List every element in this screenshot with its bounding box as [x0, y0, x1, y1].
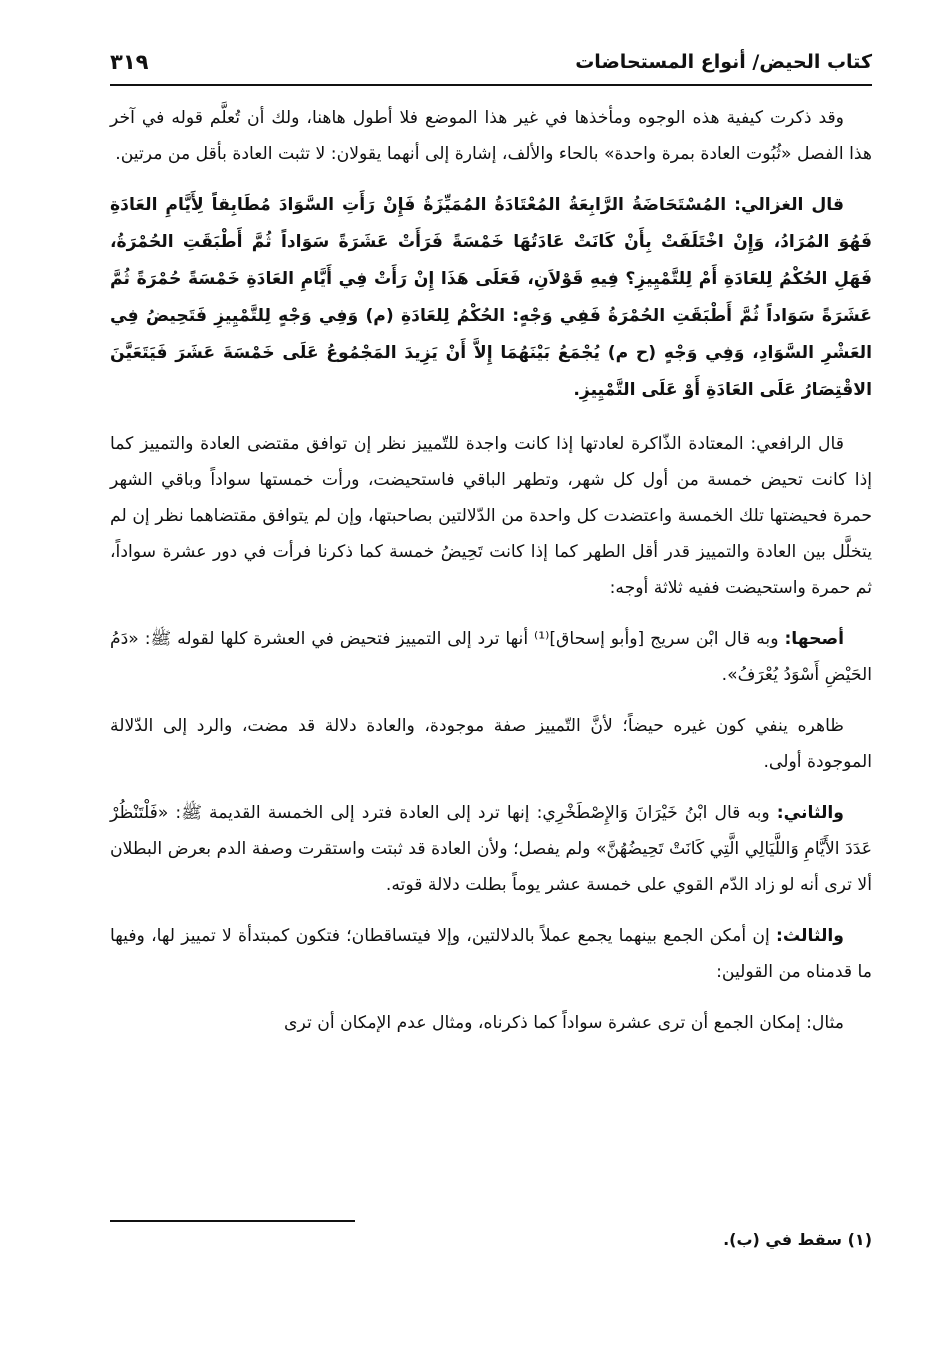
paragraph-explanation [110, 708, 872, 780]
paragraph-text: إن أمكن الجمع بينهما يجمع عملاً بالدلالتين، وإلا فيتساقطان؛ فتكون كمبتدأة لا تمييز لها، وفيها ما قدمناه من القولين: [110, 926, 872, 982]
paragraph-text: وبه قال ابْنُ خَيْرَانَ وَالإِصْطَخْرِي: إنها ترد إلى العادة فترد إلى الخمسة القديمة ﷺ: «فَلْتَنْظُرْ عَدَدَ الأَيَّامِ وَاللَّيَالِي الَّتِي كَانَتْ تَحِيضُهُنَّ» ولم يفصل؛ ولأن العادة قد ثبتت واستقرت وصفة الدم بعرض البطلان ألا ترى أنه لو زاد الدّم القوي على خمسة عشر يوماً بطلت دلالة قوته. [110, 803, 872, 895]
page-body [110, 100, 872, 1056]
running-title: كتاب الحيض/ أنواع المستحاضات [575, 51, 872, 73]
paragraph-lead: أصحها: [784, 629, 844, 649]
book-page [110, 0, 872, 1363]
paragraph-text: مثال: إمكان الجمع أن ترى عشرة سواداً كما ذكرناه، ومثال عدم الإمكان أن ترى [284, 1013, 844, 1033]
paragraph-text: وبه قال ابْن سريج [وأبو إسحاق]⁽¹⁾ أنها ترد إلى التمييز فتحيض في العشرة كلها لقوله ﷺ: «دَمُ الحَيْضِ أَسْوَدُ يُعْرَفُ». [110, 629, 872, 685]
footnote-divider [110, 1220, 355, 1222]
paragraph-ghazali-matn [110, 187, 872, 409]
paragraph-text: قال الرافعي: المعتادة الذّاكرة لعادتها إذا كانت واجدة للتّمييز نظر إن توافق مقتضى العادة والتمييز كما إذا كانت تحيض خمسة من أول كل شهر، وتطهر الباقي فاستحيضت، ورأت خمستها سواداً وباقي الشهر حمرة فحيضتها تلك الخمسة واعتضدت كل واحدة من الدّلالتين بصاحبتها، وإن لم يتوافق مقتضاهما نظر إن لم يتخلَّل بين العادة والتمييز قدر أقل الطهر كما إذا كانت تَحِيضُ خمسة كما ذكرنا فرأت في دور عشرة سواداً، ثم حمرة واستحيضت ففيه ثلاثة أوجه: [110, 434, 872, 598]
paragraph-rafii [110, 426, 872, 606]
paragraph-lead: والثالث: [775, 926, 844, 946]
page-header [110, 40, 872, 86]
paragraph-intro [110, 100, 872, 172]
paragraph-third-view [110, 918, 872, 990]
paragraph-second-view [110, 795, 872, 903]
paragraph-text: وقد ذكرت كيفية هذه الوجوه ومأخذها في غير هذا الموضع فلا أطول هاهنا، ولك أن تُعلَّم قوله في آخر هذا الفصل «ثُبُوت العادة بمرة واحدة» بالحاء والألف، إشارة إلى أنهما يقولان: لا تثبت العادة بأقل من مرتين. [110, 108, 872, 164]
paragraph-text: ظاهره ينفي كون غيره حيضاً؛ لأنَّ التّمييز صفة موجودة، والعادة دلالة قد مضت، والرد إلى الدّلالة الموجودة أولى. [110, 716, 872, 772]
paragraph-example [110, 1005, 872, 1041]
paragraph-first-view [110, 621, 872, 693]
page-number: ٣١٩ [110, 50, 149, 74]
paragraph-lead: والثاني: [776, 803, 844, 823]
footnote: (١) سقط في (ب). [723, 1230, 872, 1249]
paragraph-text: قال الغزالي: المُسْتَحَاضَةُ الرَّابِعَةُ المُعْتَادَةُ المُمَيِّزَةُ فَإِنْ رَأَتِ السَّوَادَ مُطَابِقاً لِأَيَّامِ العَادَةِ فَهُوَ المُرَادُ، وَإِنْ اخْتَلَفَتْ بِأَنْ كَانَتْ عَادَتُهَا خَمْسَةً فَرَأَتْ عَشَرَةً سَوَاداً ثُمَّ أَطْبَقَتِ الحُمْرَةُ، فَهَلِ الحُكْمُ لِلعَادَةِ أَمْ لِلتَّمْيِيزِ؟ فِيهِ قَوْلاَنِ، فَعَلَى هَذَا إِنْ رَأَتْ فِي أَيَّامِ العَادَةِ خَمْسَةً حُمْرَةً ثُمَّ عَشَرَةً سَوَاداً ثُمَّ أَطْبَقَتِ الحُمْرَةُ فَفِي وَجْهٍ: الحُكْمُ لِلعَادَةِ (م) وَفِي وَجْهٍ لِلتَّمْيِيزِ فَتَحِيضُ فِي العَشْرِ السَّوَادِ، وَفِي وَجْهٍ (ح م) يُجْمَعُ بَيْنَهُمَا إِلاَّ أَنْ يَزِيدَ المَجْمُوعُ عَلَى خَمْسَةَ عَشَرَ فَيَتَعَيَّنَ الاقْتِصَارُ عَلَى العَادَةِ أَوْ عَلَى التَّمْيِيزِ. [110, 195, 872, 400]
